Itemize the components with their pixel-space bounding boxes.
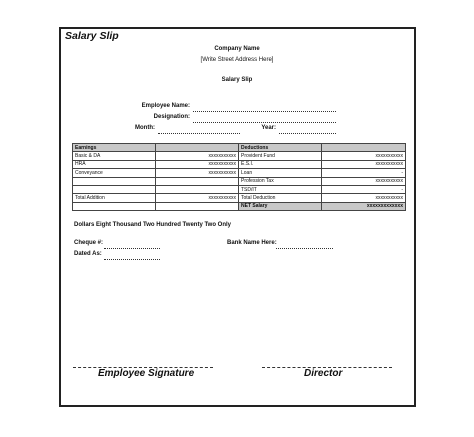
net-salary-row [73,202,406,210]
director-signature-label: Director [304,368,343,379]
earning-value [156,185,239,193]
earning-name: Total Addition [73,194,156,202]
earning-name: HRA [73,160,156,168]
earning-value: xxxxxxxxxxx [156,169,239,177]
employee-name-field[interactable] [193,111,336,112]
earnings-header: Earnings [73,144,156,152]
earning-name [73,185,156,193]
amount-in-words: Dollars Eight Thousand Two Hundred Twenty Two Only [74,222,231,228]
earning-value: xxxxxxxxxxx [156,194,239,202]
deduction-value: xxxxxxxxxxx [322,177,406,185]
year-field[interactable] [279,133,336,134]
earning-value [156,177,239,185]
deduction-value: - [322,169,406,177]
deduction-value: - [322,185,406,193]
designation-label: Designation: [153,114,190,120]
salary-table [72,143,406,211]
deduction-name: E.S.I. [239,160,322,168]
deduction-value: xxxxxxxxxxx [322,160,406,168]
earnings-header-blank [156,144,239,152]
bank-name-field[interactable] [276,248,333,249]
deduction-name: Total Deduction [239,194,322,202]
dated-label: Dated As: [74,251,102,257]
blank-cell [156,202,239,210]
deduction-name: Loan [239,169,322,177]
earning-value: xxxxxxxxxxx [156,160,239,168]
bank-name-label: Bank Name Here: [227,240,277,246]
company-address: [Write Street Address Here] [200,57,274,63]
cheque-label: Cheque #: [74,240,104,246]
month-field[interactable] [158,133,240,134]
table-header-row [73,144,406,152]
deductions-header-blank [322,144,406,152]
document-title: Salary Slip [65,30,119,42]
blank-cell [73,202,156,210]
deductions-header: Deductions [239,144,322,152]
employee-signature-label: Employee Signature [98,368,195,379]
earning-name [73,177,156,185]
employee-name-label: Employee Name: [141,103,190,109]
earning-name: Basic & DA [73,152,156,160]
earning-name: Conveyance [73,169,156,177]
table-row [73,152,406,160]
net-salary-value: xxxxxxxxxxxxx [322,202,406,210]
deduction-name: Profession Tax [239,177,322,185]
deduction-name: Provident Fund [239,152,322,160]
deduction-value: xxxxxxxxxxx [322,152,406,160]
year-label: Year: [261,125,276,131]
earning-value: xxxxxxxxxxx [156,152,239,160]
deduction-name: TSD/IT [239,185,322,193]
deduction-value: xxxxxxxxxxx [322,194,406,202]
cheque-field[interactable] [104,248,160,249]
table-row [73,160,406,168]
table-row [73,185,406,193]
dated-field[interactable] [104,259,160,260]
company-name: Company Name [214,46,260,52]
slip-heading: Salary Slip [221,77,253,83]
table-row [73,177,406,185]
designation-field[interactable] [193,122,336,123]
page-border [59,27,416,407]
table-row [73,194,406,202]
net-salary-label: NET Salary [239,202,322,210]
table-row [73,169,406,177]
month-label: Month: [135,125,155,131]
